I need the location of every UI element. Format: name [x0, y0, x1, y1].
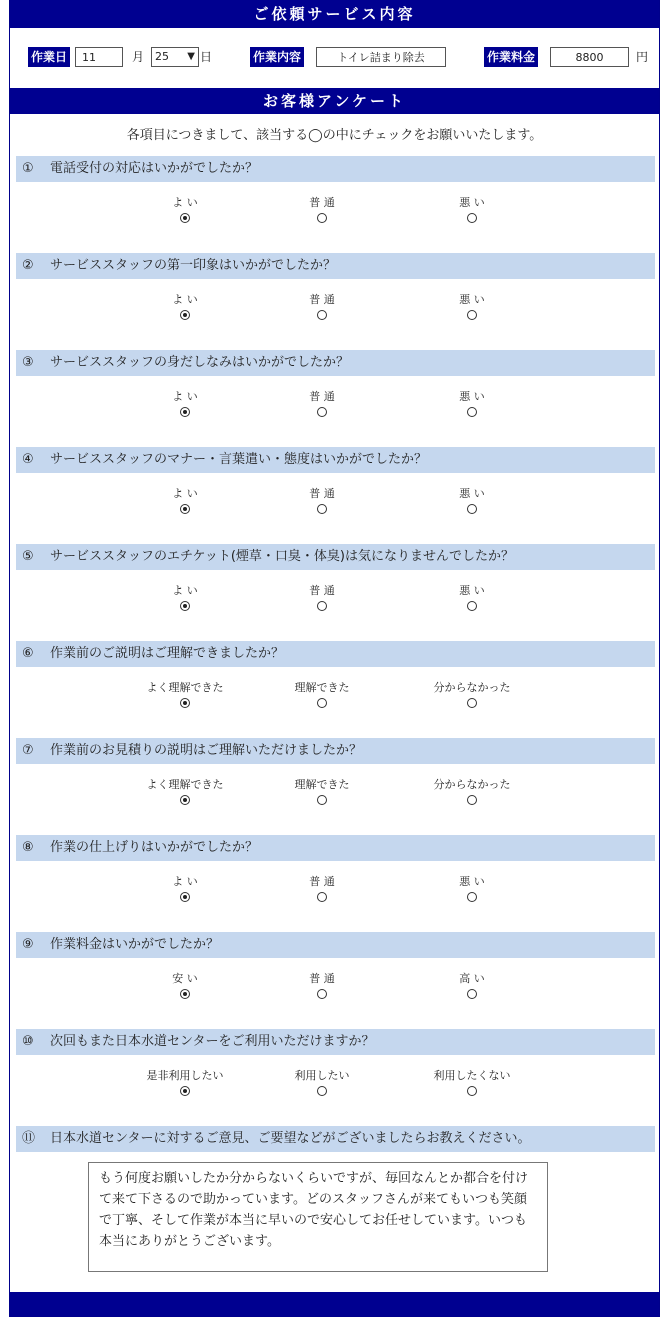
- question-head: [16, 1029, 655, 1055]
- radio-button[interactable]: [467, 601, 477, 611]
- question-head: [16, 253, 655, 279]
- radio-button[interactable]: [180, 310, 190, 320]
- answer-option[interactable]: [125, 390, 245, 417]
- question-number: ①: [22, 161, 34, 176]
- answer-option-label: 普 通: [309, 972, 335, 985]
- work-date-label: 作業日: [28, 47, 70, 67]
- answer-option-label: よ い: [172, 487, 198, 500]
- radio-button[interactable]: [467, 698, 477, 708]
- answer-option-label: 普 通: [309, 584, 335, 597]
- question-text: 作業の仕上げりはいかがでしたか？: [50, 840, 259, 855]
- radio-button[interactable]: [180, 892, 190, 902]
- answer-option[interactable]: [125, 293, 245, 320]
- question-text: 作業前のご説明はご理解できましたか？: [50, 646, 285, 661]
- question-number: ③: [22, 355, 34, 370]
- comment-box[interactable]: もう何度お願いしたか分からないくらいですが、毎回なんとか都合を付けて来て下さるので助かっています。どのスタッフさんが来てもいつも笑顔で丁寧、そして作業が本当に早いので安心してお任せしています。いつも本当にありがとうございます。: [88, 1162, 548, 1272]
- answer-option-label: 悪 い: [459, 390, 485, 403]
- answer-option[interactable]: [262, 487, 382, 514]
- answer-option[interactable]: [412, 972, 532, 999]
- work-content-label: 作業内容: [250, 47, 304, 67]
- month-field[interactable]: 11: [75, 47, 123, 67]
- question-text: 次回もまた日本水道センターをご利用いただけますか？: [50, 1034, 375, 1049]
- question-number: ⑩: [22, 1034, 34, 1049]
- question-head: [16, 738, 655, 764]
- answer-option-label: 利用したい: [294, 1069, 350, 1082]
- radio-button[interactable]: [180, 601, 190, 611]
- radio-button[interactable]: [180, 989, 190, 999]
- answer-option[interactable]: [125, 196, 245, 223]
- answer-option[interactable]: [412, 681, 532, 708]
- question-head: [16, 156, 655, 182]
- answer-option-label: 普 通: [309, 293, 335, 306]
- answer-option-label: 普 通: [309, 196, 335, 209]
- radio-button[interactable]: [317, 601, 327, 611]
- radio-button[interactable]: [467, 310, 477, 320]
- answer-option-label: 悪 い: [459, 875, 485, 888]
- question-number: ④: [22, 452, 34, 467]
- answer-option[interactable]: [262, 875, 382, 902]
- survey-header: お客様アンケート: [10, 88, 659, 114]
- radio-button[interactable]: [180, 213, 190, 223]
- answer-option-label: 普 通: [309, 390, 335, 403]
- answer-option[interactable]: [262, 778, 382, 805]
- answer-option-label: 分からなかった: [433, 778, 511, 791]
- answer-option-label: 理解できた: [294, 778, 350, 791]
- answer-option-label: 普 通: [309, 487, 335, 500]
- answer-option-label: 分からなかった: [433, 681, 511, 694]
- radio-button[interactable]: [317, 1086, 327, 1096]
- answer-option-label: よ い: [172, 293, 198, 306]
- answer-option-label: よく理解できた: [146, 681, 224, 694]
- question-number: ⑥: [22, 646, 34, 661]
- question-head: [16, 544, 655, 570]
- question-number: ②: [22, 258, 34, 273]
- answer-option[interactable]: [412, 875, 532, 902]
- radio-button[interactable]: [180, 795, 190, 805]
- question-text: 電話受付の対応はいかがでしたか？: [50, 161, 259, 176]
- question-text: 作業前のお見積りの説明はご理解いただけましたか？: [50, 743, 363, 758]
- survey-form: [9, 0, 660, 1317]
- radio-button[interactable]: [467, 989, 477, 999]
- day-select[interactable]: [151, 47, 199, 67]
- day-unit: 日: [200, 50, 213, 64]
- radio-button[interactable]: [467, 892, 477, 902]
- answer-option[interactable]: [262, 1069, 382, 1096]
- answer-option[interactable]: [125, 681, 245, 708]
- question-text: サービススタッフの第一印象はいかがでしたか？: [50, 258, 337, 273]
- question-text: 作業料金はいかがでしたか？: [50, 937, 220, 952]
- answer-option[interactable]: [412, 1069, 532, 1096]
- radio-button[interactable]: [317, 407, 327, 417]
- day-value: 25: [155, 50, 169, 63]
- radio-button[interactable]: [467, 407, 477, 417]
- answer-option-label: 悪 い: [459, 196, 485, 209]
- answer-option[interactable]: [262, 972, 382, 999]
- question-number: ⑨: [22, 937, 34, 952]
- month-unit: 月: [132, 50, 145, 64]
- question-text: サービススタッフのマナー・言葉遣い・態度はいかがでしたか？: [50, 452, 428, 467]
- answer-option[interactable]: [262, 584, 382, 611]
- answer-option-label: よ い: [172, 584, 198, 597]
- radio-button[interactable]: [317, 795, 327, 805]
- question-head: [16, 835, 655, 861]
- answer-option[interactable]: [262, 681, 382, 708]
- answer-option[interactable]: [412, 487, 532, 514]
- radio-button[interactable]: [317, 504, 327, 514]
- radio-button[interactable]: [317, 989, 327, 999]
- answer-option[interactable]: [125, 584, 245, 611]
- radio-button[interactable]: [180, 407, 190, 417]
- work-content-field[interactable]: トイレ詰まり除去: [316, 47, 446, 67]
- work-fee-field[interactable]: 8800: [550, 47, 629, 67]
- answer-option[interactable]: [262, 390, 382, 417]
- answer-option[interactable]: [125, 778, 245, 805]
- answer-option[interactable]: [412, 390, 532, 417]
- answer-option[interactable]: [412, 778, 532, 805]
- radio-button[interactable]: [467, 1086, 477, 1096]
- answer-option-label: 理解できた: [294, 681, 350, 694]
- question-head: [16, 350, 655, 376]
- service-header: ご依頼サービス内容: [10, 0, 659, 28]
- question-text: サービススタッフの身だしなみはいかがでしたか？: [50, 355, 350, 370]
- dropdown-arrow-icon: ▼: [187, 51, 195, 62]
- answer-option[interactable]: [125, 1069, 245, 1096]
- answer-option-label: よ い: [172, 390, 198, 403]
- radio-button[interactable]: [180, 504, 190, 514]
- question-head: [16, 932, 655, 958]
- radio-button[interactable]: [467, 504, 477, 514]
- radio-button[interactable]: [317, 892, 327, 902]
- answer-option-label: 高 い: [459, 972, 485, 985]
- answer-option[interactable]: [125, 487, 245, 514]
- answer-option[interactable]: [125, 972, 245, 999]
- answer-option-label: よく理解できた: [146, 778, 224, 791]
- radio-button[interactable]: [317, 698, 327, 708]
- question-number: ⑦: [22, 743, 34, 758]
- answer-option-label: 普 通: [309, 875, 335, 888]
- question-number: ⑪: [22, 1131, 36, 1146]
- radio-button[interactable]: [317, 213, 327, 223]
- answer-option-label: 悪 い: [459, 584, 485, 597]
- job-info-row: [10, 44, 659, 74]
- radio-button[interactable]: [467, 213, 477, 223]
- comment-question-head: [16, 1126, 655, 1152]
- question-head: [16, 641, 655, 667]
- fee-unit: 円: [636, 50, 649, 64]
- answer-option-label: 安 い: [172, 972, 198, 985]
- radio-button[interactable]: [467, 795, 477, 805]
- radio-button[interactable]: [180, 698, 190, 708]
- radio-button[interactable]: [180, 1086, 190, 1096]
- question-head: [16, 447, 655, 473]
- answer-option[interactable]: [412, 293, 532, 320]
- footer-bar: [10, 1292, 659, 1316]
- answer-option-label: よ い: [172, 875, 198, 888]
- question-text: サービススタッフのエチケット(煙草・口臭・体臭)は気になりませんでしたか？: [50, 549, 514, 564]
- answer-option[interactable]: [262, 293, 382, 320]
- answer-option[interactable]: [125, 875, 245, 902]
- answer-option[interactable]: [412, 584, 532, 611]
- survey-instruction: 各項目につきまして、該当する◯の中にチェックをお願いいたします。: [126, 128, 543, 143]
- answer-option-label: 悪 い: [459, 487, 485, 500]
- answer-option-label: 是非利用したい: [146, 1069, 224, 1082]
- question-number: ⑧: [22, 840, 34, 855]
- answer-option-label: 悪 い: [459, 293, 485, 306]
- answer-option-label: よ い: [172, 196, 198, 209]
- work-fee-label: 作業料金: [484, 47, 538, 67]
- answer-option-label: 利用したくない: [433, 1069, 511, 1082]
- radio-button[interactable]: [317, 310, 327, 320]
- question-text: 日本水道センターに対するご意見、ご要望などがございましたらお教えください。: [50, 1131, 531, 1146]
- answer-option[interactable]: [262, 196, 382, 223]
- question-number: ⑤: [22, 549, 34, 564]
- answer-option[interactable]: [412, 196, 532, 223]
